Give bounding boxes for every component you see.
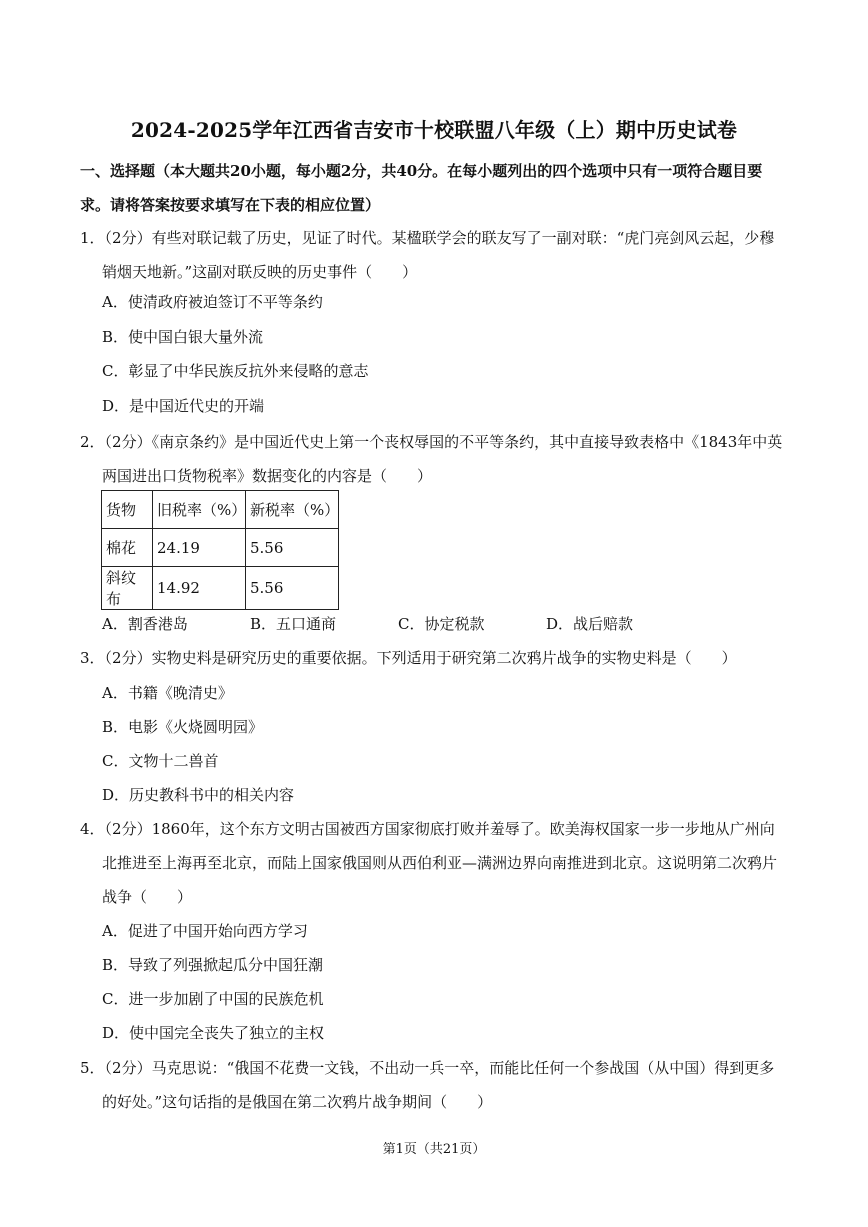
table-cell: 5.56 bbox=[246, 529, 339, 567]
question-1-option-b[interactable]: B．使中国白银大量外流 bbox=[102, 328, 264, 346]
page-title: 2024-2025学年江西省吉安市十校联盟八年级（上）期中历史试卷 bbox=[130, 118, 738, 142]
question-4-option-d[interactable]: D．使中国完全丧失了独立的主权 bbox=[102, 1024, 325, 1042]
table-cell: 14.92 bbox=[153, 567, 246, 610]
question-4-option-c[interactable]: C．进一步加剧了中国的民族危机 bbox=[102, 990, 324, 1008]
table-header-cell: 货物 bbox=[102, 491, 153, 529]
question-3-stem: 3．（2分）实物史料是研究历史的重要依据。下列适用于研究第二次鸦片战争的实物史料是（ ） bbox=[80, 649, 737, 667]
question-2-option-a[interactable]: A．割香港岛 bbox=[102, 615, 188, 633]
question-3-option-d[interactable]: D．历史教科书中的相关内容 bbox=[102, 786, 295, 804]
section-heading: 一、选择题（本大题共20小题，每小题2分，共40分。在每小题列出的四个选项中只有一项符合题目要求。请将答案按要求填写在下表的相应位置） bbox=[80, 162, 763, 214]
question-5-stem: 5．（2分）马克思说：“俄国不花费一文钱，不出动一兵一卒，而能比任何一个参战国（从中国）得到更多的好处。”这句话指的是俄国在第二次鸦片战争期间（ ） bbox=[80, 1059, 775, 1111]
table-header-cell: 新税率（%） bbox=[246, 491, 339, 529]
question-2-stem: 2．（2分）《南京条约》是中国近代史上第一个丧权辱国的不平等条约，其中直接导致表格中《1843年中英两国进出口货物税率》数据变化的内容是（ ） bbox=[80, 433, 783, 485]
question-1-option-d[interactable]: D．是中国近代史的开端 bbox=[102, 397, 265, 415]
question-1-option-a[interactable]: A．使清政府被迫签订不平等条约 bbox=[102, 293, 323, 311]
question-2-options bbox=[102, 614, 702, 634]
question-2-option-c[interactable]: C．协定税款 bbox=[398, 615, 485, 633]
question-2-option-b[interactable]: B．五口通商 bbox=[250, 615, 337, 633]
table-cell: 斜纹布 bbox=[102, 567, 153, 610]
question-1-stem: 1．（2分）有些对联记载了历史，见证了时代。某楹联学会的联友写了一副对联：“虎门亮剑风云起，少穆销烟天地新。”这副对联反映的历史事件（ ） bbox=[80, 229, 775, 281]
question-4-option-a[interactable]: A．促进了中国开始向西方学习 bbox=[102, 922, 308, 940]
tax-rate-table bbox=[101, 490, 339, 610]
table-row bbox=[102, 529, 339, 567]
question-3-option-a[interactable]: A．书籍《晚清史》 bbox=[102, 684, 233, 702]
table-cell: 24.19 bbox=[153, 529, 246, 567]
question-1-option-c[interactable]: C．彰显了中华民族反抗外来侵略的意志 bbox=[102, 362, 369, 380]
question-4-option-b[interactable]: B．导致了列强掀起瓜分中国狂潮 bbox=[102, 956, 324, 974]
table-header-cell: 旧税率（%） bbox=[153, 491, 246, 529]
table-header-row bbox=[102, 491, 339, 529]
table-cell: 5.56 bbox=[246, 567, 339, 610]
table-cell: 棉花 bbox=[102, 529, 153, 567]
question-3-option-b[interactable]: B．电影《火烧圆明园》 bbox=[102, 718, 264, 736]
page-footer: 第1页（共21页） bbox=[382, 1142, 486, 1157]
table-row bbox=[102, 567, 339, 610]
question-2-option-d[interactable]: D．战后赔款 bbox=[546, 615, 634, 633]
question-4-stem: 4．（2分）1860年，这个东方文明古国被西方国家彻底打败并羞辱了。欧美海权国家一步一步地从广州向北推进至上海再至北京，而陆上国家俄国则从西伯利亚—满洲边界向南推进到北京。这说明第二次鸦片战争（ ） bbox=[80, 820, 778, 906]
question-3-option-c[interactable]: C．文物十二兽首 bbox=[102, 752, 219, 770]
